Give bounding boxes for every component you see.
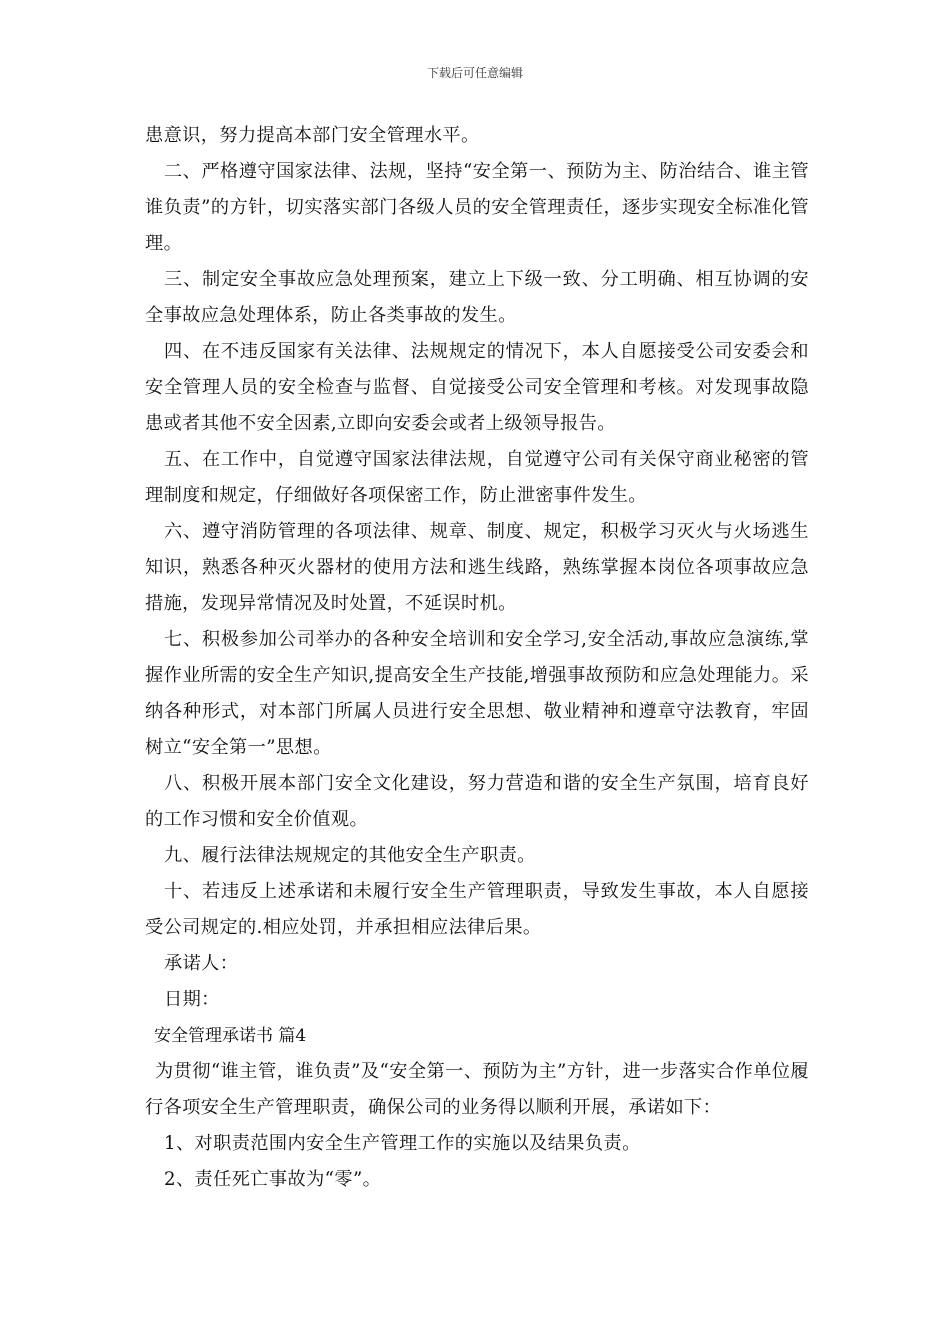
section-intro: 为贯彻“谁主管，谁负责”及“安全第一、预防为主”方针，进一步落实合作单位履行各项安全生产管理职责，确保公司的业务得以顺利开展，承诺如下： xyxy=(145,1061,809,1118)
paragraph-item-7: 七、积极参加公司举办的各种安全培训和安全学习,安全活动,事故应急演练,掌握作业所需的安全生产知识,提高安全生产技能,增强事故预防和应急处理能力。采纳各种形式，对本部门所属人员进行安全思想、敬业精神和遵章守法教育，牢固树立“安全第一”思想。 xyxy=(145,629,809,758)
paragraph-item-9: 九、履行法律法规规定的其他安全生产职责。 xyxy=(164,845,536,866)
paragraph-item-5: 五、在工作中，自觉遵守国家法律法规，自觉遵守公司有关保守商业秘密的管理制度和规定，仔细做好各项保密工作，防止泄密事件发生。 xyxy=(145,449,809,506)
page-header-note: 下载后可任意编辑 xyxy=(426,66,523,80)
paragraph-item-4: 四、在不违反国家有关法律、法规规定的情况下，本人自愿接受公司安委会和安全管理人员的安全检查与监督、自觉接受公司安全管理和考核。对发现事故隐患或者其他不安全因素,立即向安委会或者上级领导报告。 xyxy=(145,341,809,434)
section-item-2: 2、责任死亡事故为“零”。 xyxy=(164,1169,382,1190)
document-body xyxy=(145,118,809,1198)
signature-promisor: 承诺人： xyxy=(164,953,239,974)
paragraph-item-8: 八、积极开展本部门安全文化建设，努力营造和谐的安全生产氛围，培育良好的工作习惯和安全价值观。 xyxy=(145,773,809,830)
signature-date: 日期： xyxy=(164,989,220,1010)
paragraph-item-6: 六、遵守消防管理的各项法律、规章、制度、规定，积极学习灭火与火场逃生知识，熟悉各种灭火器材的使用方法和逃生线路，熟练掌握本岗位各项事故应急措施，发现异常情况及时处置，不延误时机。 xyxy=(145,521,809,614)
section-title: 安全管理承诺书 篇4 xyxy=(154,1026,307,1046)
paragraph-continuation: 患意识，努力提高本部门安全管理水平。 xyxy=(145,125,480,146)
paragraph-item-10: 十、若违反上述承诺和未履行安全生产管理职责，导致发生事故，本人自愿接受公司规定的.相应处罚，并承担相应法律后果。 xyxy=(145,881,809,938)
section-item-1: 1、对职责范围内安全生产管理工作的实施以及结果负责。 xyxy=(164,1133,641,1154)
paragraph-item-3: 三、制定安全事故应急处理预案，建立上下级一致、分工明确、相互协调的安全事故应急处理体系，防止各类事故的发生。 xyxy=(145,269,809,326)
paragraph-item-2: 二、严格遵守国家法律、法规，坚持“安全第一、预防为主、防治结合、谁主管谁负责”的方针，切实落实部门各级人员的安全管理责任，逐步实现安全标准化管理。 xyxy=(145,161,809,254)
